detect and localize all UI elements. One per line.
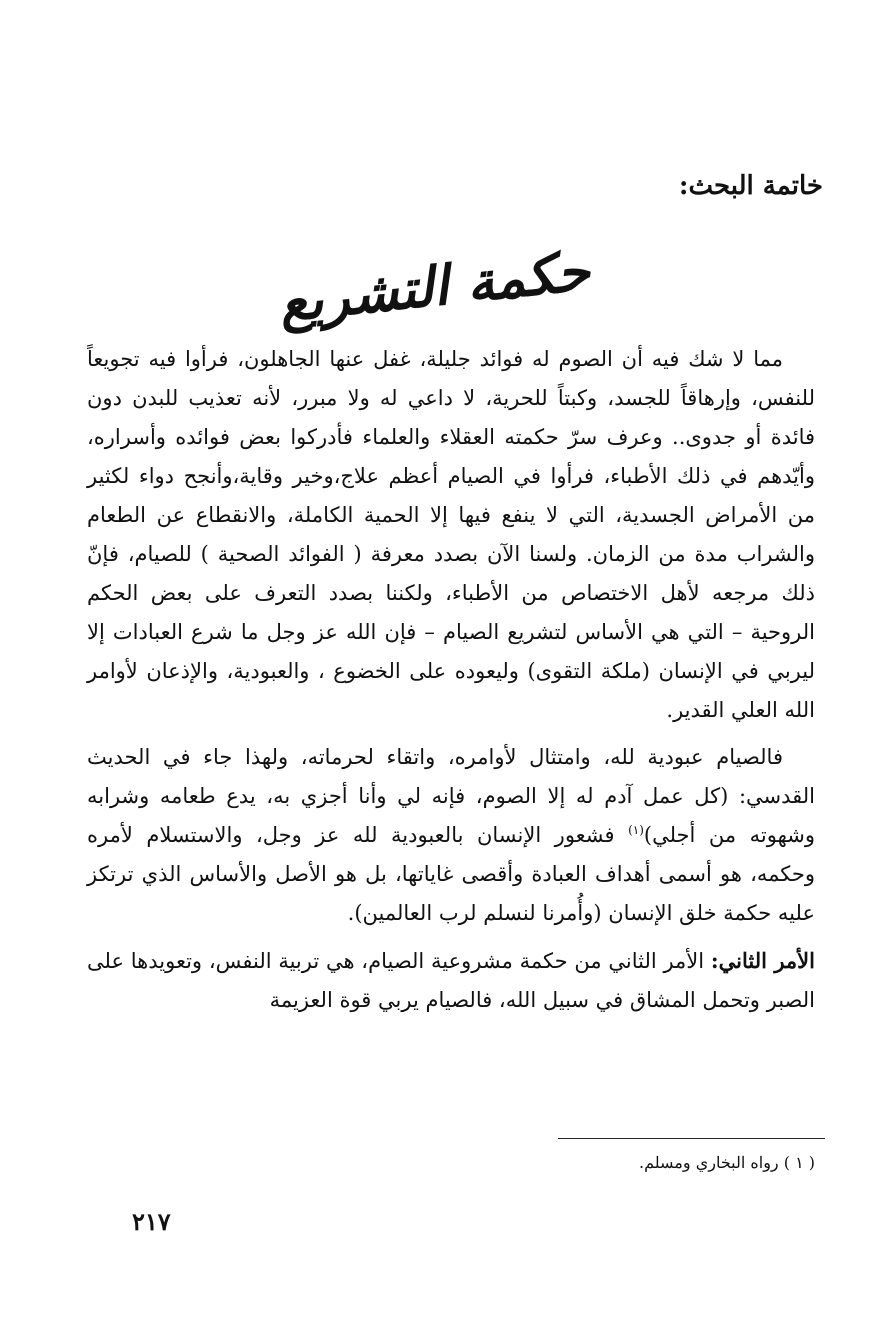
- footnote-divider: [558, 1138, 825, 1139]
- footnote: ( ١ ) رواه البخاري ومسلم.: [639, 1153, 815, 1172]
- footnote-marker: (١): [628, 823, 644, 837]
- page-number: ٢١٧: [132, 1207, 171, 1236]
- paragraph-2-text: فالصيام عبودية لله، وامتثال لأوامره، واتقاء لحرماته، ولهذا جاء في الحديث القدسي: (كل عمل آدم له إلا الصوم، فإنه لي وأنا أجزي به، يدع طعامه وشرابه وشهوته من أجلي): [87, 745, 815, 847]
- paragraph-3-text: الأمر الثاني من حكمة مشروعية الصيام، هي تربية النفس، وتعويدها على الصبر وتحمل المشاق في سبيل الله، فالصيام يربي قوة العزيمة: [87, 949, 815, 1012]
- section-heading: خاتمة البحث:: [678, 171, 823, 201]
- paragraph-1: مما لا شك فيه أن الصوم له فوائد جليلة، غفل عنها الجاهلون، فرأوا فيه تجويعاً للنفس، وإرهاقاً للجسد، وكبتاً للحرية، لا داعي له ولا مبرر، لأنه تعذيب للبدن دون فائدة أو جدوى.. وعرف سرّ حكمته العقلاء والعلماء فأدركوا بعض فوائده وأسراره، وأيّدهم في ذلك الأطباء، فرأوا في الصيام أعظم علاج،وخير وقاية،وأنجح دواء لكثير من الأمراض الجسدية، التي لا ينفع فيها إلا الحمية الكاملة، والانقطاع عن الطعام والشراب مدة من الزمان. ولسنا الآن بصدد معرفة ( الفوائد الصحية ) للصيام، فإنّ ذلك مرجعه لأهل الاختصاص من الأطباء، ولكننا بصدد التعرف على بعض الحكم الروحية – التي هي الأساس لتشريع الصيام – فإن الله عز وجل ما شرع العبادات إلا ليربي في الإنسان (ملكة التقوى) وليعوده على الخضوع ، والعبودية، والإذعان لأوامر الله العلي القدير.: [87, 347, 815, 722]
- body-text: [87, 340, 815, 1028]
- paragraph-2: [87, 738, 815, 933]
- paragraph-3: [87, 941, 815, 1020]
- calligraphic-title: حكمة التشريع: [276, 238, 593, 335]
- paragraph-3-term: الأمر الثاني:: [710, 948, 815, 973]
- paragraph-2-continuation: فشعور الإنسان بالعبودية لله عز وجل، والاستسلام لأمره وحكمه، هو أسمى أهداف العبادة وأقصى غاياتها، بل هو الأصل والأساس الذي ترتكز عليه حكمة خلق الإنسان (وأُمرنا لنسلم لرب العالمين).: [87, 823, 815, 925]
